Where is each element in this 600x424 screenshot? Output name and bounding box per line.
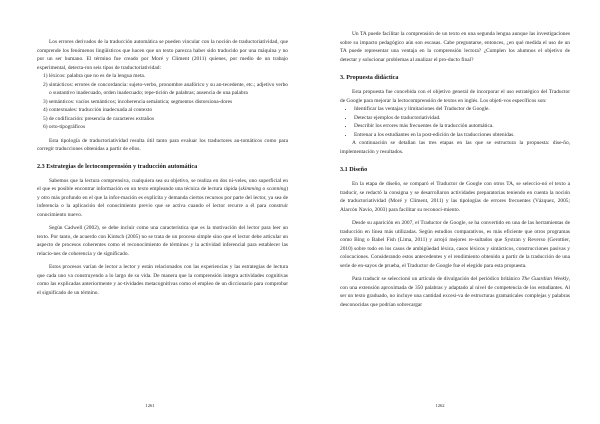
paragraph: A continuación se detallan las tres etapas en las que se estructura la propuesta: dise-ño, implementación y resultados.: [340, 140, 570, 155]
list-item: 6) orto-tipográficos: [43, 124, 86, 130]
italic-term: skimming: [240, 186, 262, 192]
page-number: 1261: [145, 403, 155, 408]
text-run: o: [261, 186, 267, 192]
paragraph: Estos procesos varían de lector a lector y están relacionados con las experiencias y las estrategias de lectura que cada uno va construyendo a lo largo de su vida. De manera que la comprensión integra actividades cognitivas como las explicadas anteriormente y ac-tividades metacognitivas como el empleo de un diccionario para comprobar el significado de un término.: [37, 264, 288, 296]
list-item: 4) contextuales: traducción inadecuada al contexto: [43, 107, 153, 113]
list-item: 3) semánticos: vacíos semánticos; incoherencia semántica; segmentos distorsiona-dores: [43, 98, 233, 105]
paragraph: Esta tipología de traductoriatividad resulta útil tanto para evaluar los traductores au-tomáticos como para corregir traducciones obtenidas a partir de ellos.: [37, 137, 288, 152]
list-item: • Describir los errores más frecuentes de la traducción automática.: [354, 122, 570, 131]
paragraph: En la etapa de diseño, se comparó el Traductor de Google con otros TA, se seleccio-nó el texto a traducir, se redactó la consigna y se desarrollaron actividades preparatorias teniendo en cuenta la noción de traductoriatividad (Moré y Climent, 2011) y las tipologías de errores frecuentes (Vázquez, 2005; Alarcón Navío, 2003) para facilitar su reconoci-miento.: [340, 181, 570, 213]
list-item: • Entrenar a los estudiantes en la post-edición de las traducciones obtenidas.: [354, 131, 570, 140]
error-types-list: [37, 72, 288, 132]
section-heading: 3. Propuesta didáctica: [340, 74, 399, 81]
section-heading: 2.3 Estrategias de lectocomprensión y traducción automática: [37, 162, 198, 170]
text-run: Para traducir se seleccionó un artículo de divulgación del periódico británico: [352, 276, 522, 282]
list-item: 1) léxicos: palabra que no es de la lengua meta.: [43, 73, 146, 79]
list-item: 5) de codificación: presencia de caracteres extraños: [43, 115, 155, 122]
paragraph: [340, 275, 570, 309]
paragraph: Esta propuesta fue concebida con el objetivo general de incorporar el uso estratégico del Traductor de Google para mejorar la lectocomprensión de textos en inglés. Los objeti-vos específicos son:: [340, 89, 570, 104]
right-page: [300, 0, 600, 424]
paragraph: Desde su aparición en 2007, el Traductor de Google, se ha convertido en una de las herramientas de traducción en línea más utilizadas. Según estudios comparativos, es más eficiente que otros programas como Bing o Babel Fish (Lima, 2011) y arrojó mejores re-sultados que Systran y Reverso (Gerottier, 2010) sobre todo en los casos de ambigüedad léxica, casos léxicos y sintácticos, construcciones pasivas y colocaciones. Considerando estos antecedentes y el rendimiento obtenido a partir de la traducción de una serie de en-sayos de prueba, el Traductor de Google fue el elegido para esta propuesta.: [340, 220, 570, 269]
list-item: 2) sintácticos: errores de concordancia: sujeto-verbo, pronombre anafórico y su an-tecedente, etc.; adjetivo verbo o sustantivo inadecuado, orden inadecuado; repe-tición de palabras; ausencia de una palabra: [43, 81, 288, 96]
text-run: , con una extensión aproximada de 350 palabras y adaptado al nivel de competencia de los estudiantes. Al ser un texto graduado, no incluye una cantidad excesi-va de estructuras gramaticales complejas y palabras desconocidas que podrían sobrecargar: [340, 276, 570, 308]
list-item: • Identificar las ventajas y limitaciones del Traductor de Google.: [354, 105, 570, 114]
right-column: [340, 30, 570, 309]
italic-term: scanning: [266, 186, 287, 192]
section-heading: 3.1 Diseño: [340, 166, 368, 173]
left-column: [37, 38, 288, 297]
paragraph: Los errores derivados de la traducción automática se pueden vincular con la noción de traductoriatividad, que comprende los fenómenos lingüísticos que hacen que un texto parezca haber sido traducido por una máquina y no por un ser humano. El término fue creado por Moré y Climent (2011) quienes, por medio de un trabajo experimental, detecta-ron seis tipos de traductoriatividad:: [37, 39, 288, 71]
text-run: ) y otro más profundo en el que la infor-mación es explícita y demanda ciertos recursos por parte del lector, ya sea de inferencia o la aplicación del conocimiento previo que se activa cuando el lector recurre a él para construir conocimiento nuevo.: [37, 186, 288, 218]
text-run: Sabemos que la lectura comprensiva, cualquiera sea su objetivo, se realiza en dos ni-veles, uno superficial en el que es posible encontrar información en un texto empleando una técnica de lectura rápida (: [37, 177, 288, 192]
page-number: 1262: [435, 403, 445, 408]
objectives-list: [340, 105, 570, 139]
paragraph: Un TA puede facilitar la comprensión de un texto en una segunda lengua aunque las investigaciones sobre su impacto pedagógico aún son escasas. Cabe preguntarse, entonces, ¿en qué medida el uso de un TA puede representar una ventaja en la comprensión lectora? ¿Cumplen los alumnos el objetivo de detectar y solucionar problemas al analizar el pro-ducto final?: [340, 31, 570, 63]
paragraph: Según Cadwell (2002), se debe incluir como una característica que es la motivación del lector para leer un texto. Por tanto, de acuerdo con Kintsch (2005) no se trata de un proceso simple sino que el lector debe articular un aspecto de procesos coherentes como el reconocimiento de términos y la actividad inferencial para establecer las relacio-nes de coherencia y de significado.: [37, 225, 288, 257]
paragraph: [37, 177, 288, 220]
italic-term: The Guardian Weekly: [521, 276, 569, 282]
list-item: • Detectar ejemplos de traductoriatividad.: [354, 114, 570, 123]
